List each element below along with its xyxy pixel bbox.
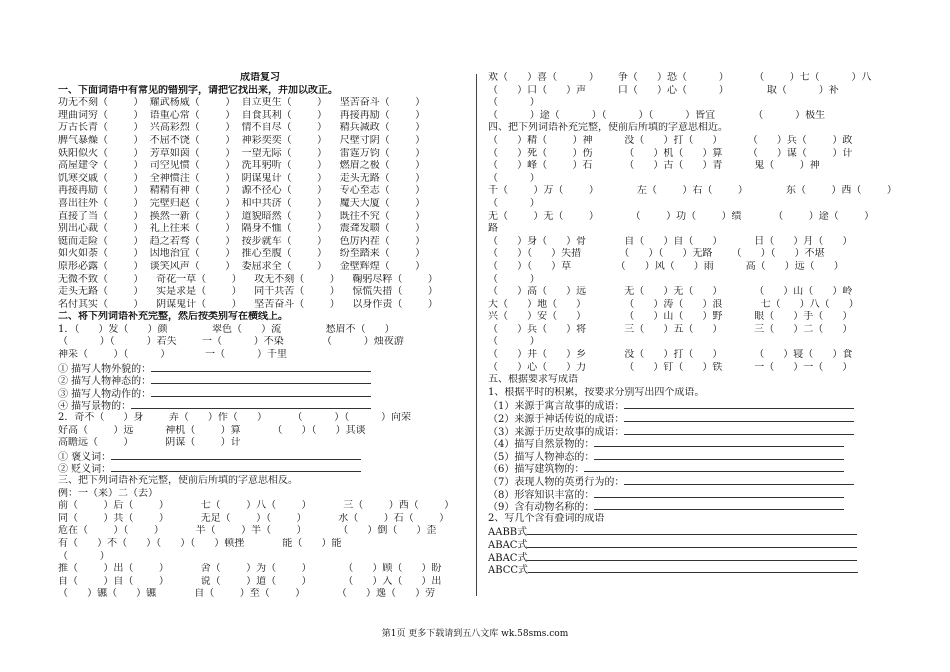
line-text: （ ）（ ）草 （ ）风（ ）雨 高（ ）远（ ） [488, 260, 844, 272]
line-text: 走头无路（ ） 实是求是（ ） 同干共苦（ ） 惊慌失措（ ） [58, 286, 438, 298]
exercise-line [58, 399, 462, 412]
line-text: 好高（ ）远 神机（ ）算 （ ）（ ）其谈 [58, 424, 366, 436]
right-exercise-lines [488, 72, 900, 576]
exercise-line [488, 349, 900, 362]
exercise-line [58, 299, 462, 312]
exercise-line [488, 135, 900, 148]
exercise-line [488, 211, 900, 224]
line-text: ③ 描写人物动作的： [58, 388, 152, 400]
line-text: 原形必露（ ） 谈笑风声（ ） 委屈求全（ ） 金壁辉煌（ ） [58, 260, 426, 272]
line-text: （8）形容知识丰富的： [488, 489, 595, 501]
line-text: 2．奇不（ ）身 弄（ ）作（ ） （ ）（ ）向荣 [58, 412, 412, 424]
answer-blank-line[interactable] [151, 387, 371, 397]
line-text: ① 描写人物外貌的： [58, 363, 152, 375]
exercise-line [58, 412, 462, 425]
exercise-line [58, 563, 462, 576]
line-text: （ ）精（ ）神 没（ ）打（ ） （ ）兵（ ）政 [488, 134, 853, 146]
exercise-line [58, 211, 462, 224]
answer-blank-line[interactable] [111, 462, 361, 472]
line-text: （ ）井（ ）乡 没（ ）打（ ） （ ）寝（ ）食 [488, 349, 853, 361]
line-text: （4）描写自然景物的： [488, 439, 595, 450]
line-text: 高屋建令（ ） 司空见惯（ ） 洗耳躬听（ ） 燃眉之极（ ） [58, 160, 426, 172]
exercise-line [58, 248, 462, 261]
answer-blank-line[interactable] [151, 362, 371, 372]
exercise-line [488, 475, 900, 488]
exercise-line [488, 437, 900, 450]
line-text: （1）来源于寓言故事的成语： [488, 401, 625, 413]
line-text: （ ）身（ ）骨 自（ ）自（ ） 日（ ）月（ ） [488, 235, 853, 247]
line-text: AABB式 [488, 527, 528, 538]
exercise-line [488, 72, 900, 85]
line-text: （ ）（ ）若失 一（ ）不染 （ ）烛夜游 [58, 336, 404, 348]
exercise-line [58, 513, 462, 526]
exercise-line [488, 387, 900, 400]
exercise-line [58, 374, 462, 387]
line-text: 1、根据平时的积累，按要求分别写出四个成语。 [488, 386, 705, 398]
line-text: 再接再励（ ） 精精有神（ ） 源不径心（ ） 专心至志（ ） [58, 185, 426, 197]
exercise-line [488, 185, 900, 198]
line-text: 五、根据要求写成语 [488, 374, 578, 386]
line-text: ABAC式 [488, 539, 528, 551]
line-text: 大（ ）地（ ） （ ）涛（ ）浪 七（ ）八（ ） [488, 298, 859, 310]
exercise-line [58, 185, 462, 198]
exercise-line [488, 299, 900, 312]
exercise-line [488, 148, 900, 161]
exercise-line [58, 236, 462, 249]
line-text: （ ） [488, 97, 540, 109]
exercise-line [58, 588, 462, 601]
line-text: （ ）（ ）失措 （ ）（ ）无路 （ ）（ ）不堪 [488, 248, 825, 260]
line-text: 例：一（来）二（去） [58, 487, 158, 499]
line-text: （ ）峰（ ）石 （ ）古（ ）青 鬼（ ）神 [488, 160, 820, 172]
exercise-line [58, 362, 462, 375]
answer-blank-line[interactable] [624, 412, 854, 422]
exercise-line [488, 362, 900, 375]
exercise-line [58, 525, 462, 538]
exercise-line [58, 437, 462, 450]
line-text: 前（ ）后（ ） 七（ ）八（ ） 三（ ）西（ ） [58, 500, 455, 512]
line-text: （6）描写建筑物的： [488, 464, 585, 475]
line-text: 别出心裁（ ） 礼上往来（ ） 隔身不恤（ ） 震聋发聩（ ） [58, 223, 426, 235]
answer-blank-line[interactable] [527, 538, 857, 548]
exercise-line [58, 551, 462, 564]
exercise-line [488, 223, 900, 236]
answer-blank-line[interactable] [151, 374, 371, 384]
exercise-line [488, 236, 900, 249]
exercise-line [58, 198, 462, 211]
exercise-line [58, 500, 462, 513]
page-footer: 第1页 更多下载请到五八文库 wk.58sms.com [381, 629, 569, 639]
line-text: 欢（ ）喜（ ） 争（ ）恐（ ） （ ）七（ ）八 [488, 72, 872, 83]
line-text: ① 褒义词： [58, 451, 112, 463]
exercise-line [488, 412, 900, 425]
line-text: （3）来源于历史故事的成语： [488, 426, 625, 438]
exercise-line [58, 336, 462, 349]
line-text: 万古长青（ ） 兴高彩烈（ ） 情不自尽（ ） 精兵减政（ ） [58, 122, 426, 134]
line-text: （ ） [488, 172, 540, 184]
line-text: 直接了当（ ） 换然一新（ ） 道貌暗然（ ） 既往不究（ ） [58, 210, 426, 222]
line-text: （ ）途（ ）（ ）（ ）皆宜 （ ）极生 [488, 109, 826, 121]
exercise-line [488, 324, 900, 337]
line-text: （ ）高（ ）远 无（ ）无（ ） （ ）山（ ）岭 [488, 286, 853, 298]
exercise-line [58, 148, 462, 161]
exercise-line [488, 525, 900, 538]
line-text: 1．（ ）发（ ）颜 翠色（ ）流 愁眉不（ ） [58, 323, 395, 335]
exercise-line [488, 551, 900, 564]
line-text: ④ 描写景物的： [58, 401, 132, 413]
line-text: 二、将下列词语补充完整，然后按类别写在横线上。 [58, 311, 288, 323]
exercise-line [488, 97, 900, 110]
line-text: （ ） [488, 273, 540, 285]
line-text: 三、把下列词语补充完整，使前后所填的字意思相反。 [58, 475, 298, 486]
line-text: 名付其实（ ） 阴谋鬼计（ ） 坚苦奋斗（ ） 以身作责（ ） [58, 298, 438, 310]
answer-blank-line[interactable] [528, 563, 858, 573]
line-text: 一、下面词语中有常见的错别字，请把它找出来，并加以改正。 [58, 84, 338, 96]
line-text: 神采（ ）（ ） 一（ ）千里 [58, 349, 287, 361]
line-text: 理曲词穷（ ） 语重心常（ ） 自食其利（ ） 再接再励（ ） [58, 109, 426, 121]
answer-blank-line[interactable] [624, 399, 854, 409]
exercise-line [488, 261, 900, 274]
line-text: 功无不刻（ ） 耀武杨威（ ） 自立更生（ ） 坚苦奋斗（ ） [58, 97, 426, 109]
exercise-line [58, 135, 462, 148]
line-text: 2、写几个含有叠词的成语 [488, 512, 605, 524]
exercise-line [488, 374, 900, 387]
exercise-line [488, 198, 900, 211]
exercise-line [58, 160, 462, 173]
column-divider [476, 74, 477, 596]
line-text: （ ）心（ ）力 （ ）钉（ ）铁 一（ ）一（ ） [488, 361, 853, 373]
line-text: ② 描写人物神态的： [58, 376, 152, 387]
answer-blank-line[interactable] [111, 450, 361, 460]
exercise-line [58, 324, 462, 337]
exercise-line [488, 513, 900, 526]
answer-blank-line[interactable] [624, 475, 854, 485]
exercise-line [58, 538, 462, 551]
left-exercise-lines [58, 85, 462, 601]
exercise-line [58, 425, 462, 438]
line-text: 兴（ ）安（ ） （ ）山（ ）野 眼（ ）手（ ） [488, 311, 853, 323]
line-text: ABCC式 [488, 565, 529, 576]
line-text: 自（ ）自（ ） 说（ ）道（ ） （ ）入（ ）出 [58, 575, 442, 587]
line-text: 脾气暴燥（ ） 不屈不饶（ ） 神彩奕奕（ ） 尺壁寸阴（ ） [58, 134, 426, 146]
line-text: （9）含有动物名称的： [488, 502, 595, 513]
line-text: 路 [488, 223, 498, 235]
exercise-line [58, 85, 462, 98]
answer-blank-line[interactable] [584, 462, 844, 472]
exercise-line [488, 122, 900, 135]
exercise-line [58, 286, 462, 299]
exercise-line [58, 462, 462, 475]
line-text: 高瞻远（ ） 阴谋（ ）计 [58, 437, 241, 449]
exercise-line [488, 462, 900, 475]
line-text: 无（ ）无（ ） （ ）功（ ）绩 （ ）途（ ） [488, 210, 875, 222]
exercise-line [58, 311, 462, 324]
exercise-line [488, 488, 900, 501]
line-text: 如火如荼（ ） 因地治宜（ ） 推心至腹（ ） 纷至踏来（ ） [58, 248, 426, 260]
exercise-line [488, 500, 900, 513]
line-text: （2）来源于神话传说的成语： [488, 414, 625, 425]
exercise-line [488, 85, 900, 98]
line-text: （ ）口（ ）声 口（ ）心（ ） 取（ ）补 [488, 84, 839, 96]
answer-blank-line[interactable] [594, 500, 844, 510]
answer-blank-line[interactable] [624, 425, 854, 435]
exercise-line [58, 488, 462, 501]
exercise-line [488, 248, 900, 261]
exercise-line [488, 160, 900, 173]
exercise-line [58, 110, 462, 123]
line-text: （ ）兵（ ）将 三（ ）五（ ） 三（ ）二（ ） [488, 323, 853, 335]
answer-blank-line[interactable] [594, 437, 844, 447]
line-text: （ ） [58, 550, 110, 562]
answer-blank-line[interactable] [594, 488, 844, 498]
line-text: 千（ ）万（ ） 左（ ）右（ ） 东（ ）西（ ） [488, 185, 897, 197]
exercise-line [488, 538, 900, 551]
line-text: ② 贬义词： [58, 464, 112, 475]
exercise-line [488, 450, 900, 463]
exercise-line [488, 563, 900, 576]
answer-blank-line[interactable] [527, 525, 857, 535]
exercise-line [488, 286, 900, 299]
line-text: 无微不致（ ） 奇花一草（ ） 攻无不刻（ ） 鞠躬尽粹（ ） [58, 273, 438, 285]
exercise-line [58, 97, 462, 110]
exercise-line [58, 475, 462, 488]
line-text: （7）表现人物的英勇行为的： [488, 477, 625, 488]
line-text: 饥寒交戚（ ） 全神惯注（ ） 阴谋鬼计（ ） 走头无路（ ） [58, 172, 426, 184]
line-text: 四、把下列词语补充完整，使前后所填的字意思相近。 [488, 122, 728, 134]
doc-title: 成语复习 [240, 72, 280, 83]
exercise-line [488, 311, 900, 324]
exercise-line [58, 173, 462, 186]
exercise-line [58, 387, 462, 400]
answer-blank-line[interactable] [131, 399, 371, 409]
exercise-line [58, 122, 462, 135]
line-text: 同（ ）共（ ） 无足（ ）（ ） 水（ ）石（ ） [58, 512, 450, 524]
line-text: ABAC式 [488, 552, 528, 564]
line-text: （ ）死（ ）伤 （ ）机（ ）算 （ ）谋（ ）计 [488, 147, 853, 159]
exercise-line [58, 274, 462, 287]
line-text: 铤而走险（ ） 趋之若骛（ ） 按步就车（ ） 色厉内茬（ ） [58, 235, 426, 247]
line-text: （ ）镳（ ）镳 自（ ）至（ ） （ ）逸（ ）劳 [58, 588, 436, 600]
answer-blank-line[interactable] [594, 450, 844, 460]
right-column [488, 72, 900, 576]
exercise-line [488, 399, 900, 412]
exercise-line [58, 261, 462, 274]
line-text: （ ） [488, 336, 540, 348]
exercise-line [58, 576, 462, 589]
line-text: 妖阳似火（ ） 芳草如茵（ ） 一望无际（ ） 雷霆万钧（ ） [58, 147, 426, 159]
line-text: （5）描写人物神态的： [488, 451, 595, 463]
line-text: （ ） [488, 197, 540, 209]
line-text: 危在（ ）（ ） 半（ ）半（ ） （ ）倒（ ）歪 [58, 525, 437, 537]
exercise-line [488, 274, 900, 287]
exercise-line [488, 173, 900, 186]
left-column [58, 72, 462, 601]
line-text: 有（ ）不（ ）（ ）（ ）顿挫 能（ ）能 [58, 537, 342, 549]
exercise-line [488, 110, 900, 123]
exercise-line [488, 336, 900, 349]
exercise-line [58, 450, 462, 463]
exercise-line [58, 223, 462, 236]
exercise-line [488, 425, 900, 438]
line-text: 推（ ）出（ ） 舍（ ）为（ ） （ ）顾（ ）盼 [58, 563, 442, 575]
exercise-line [58, 349, 462, 362]
answer-blank-line[interactable] [527, 551, 857, 561]
line-text: 喜出往外（ ） 完壁归赵（ ） 和中共济（ ） 魔天大厦（ ） [58, 197, 426, 209]
